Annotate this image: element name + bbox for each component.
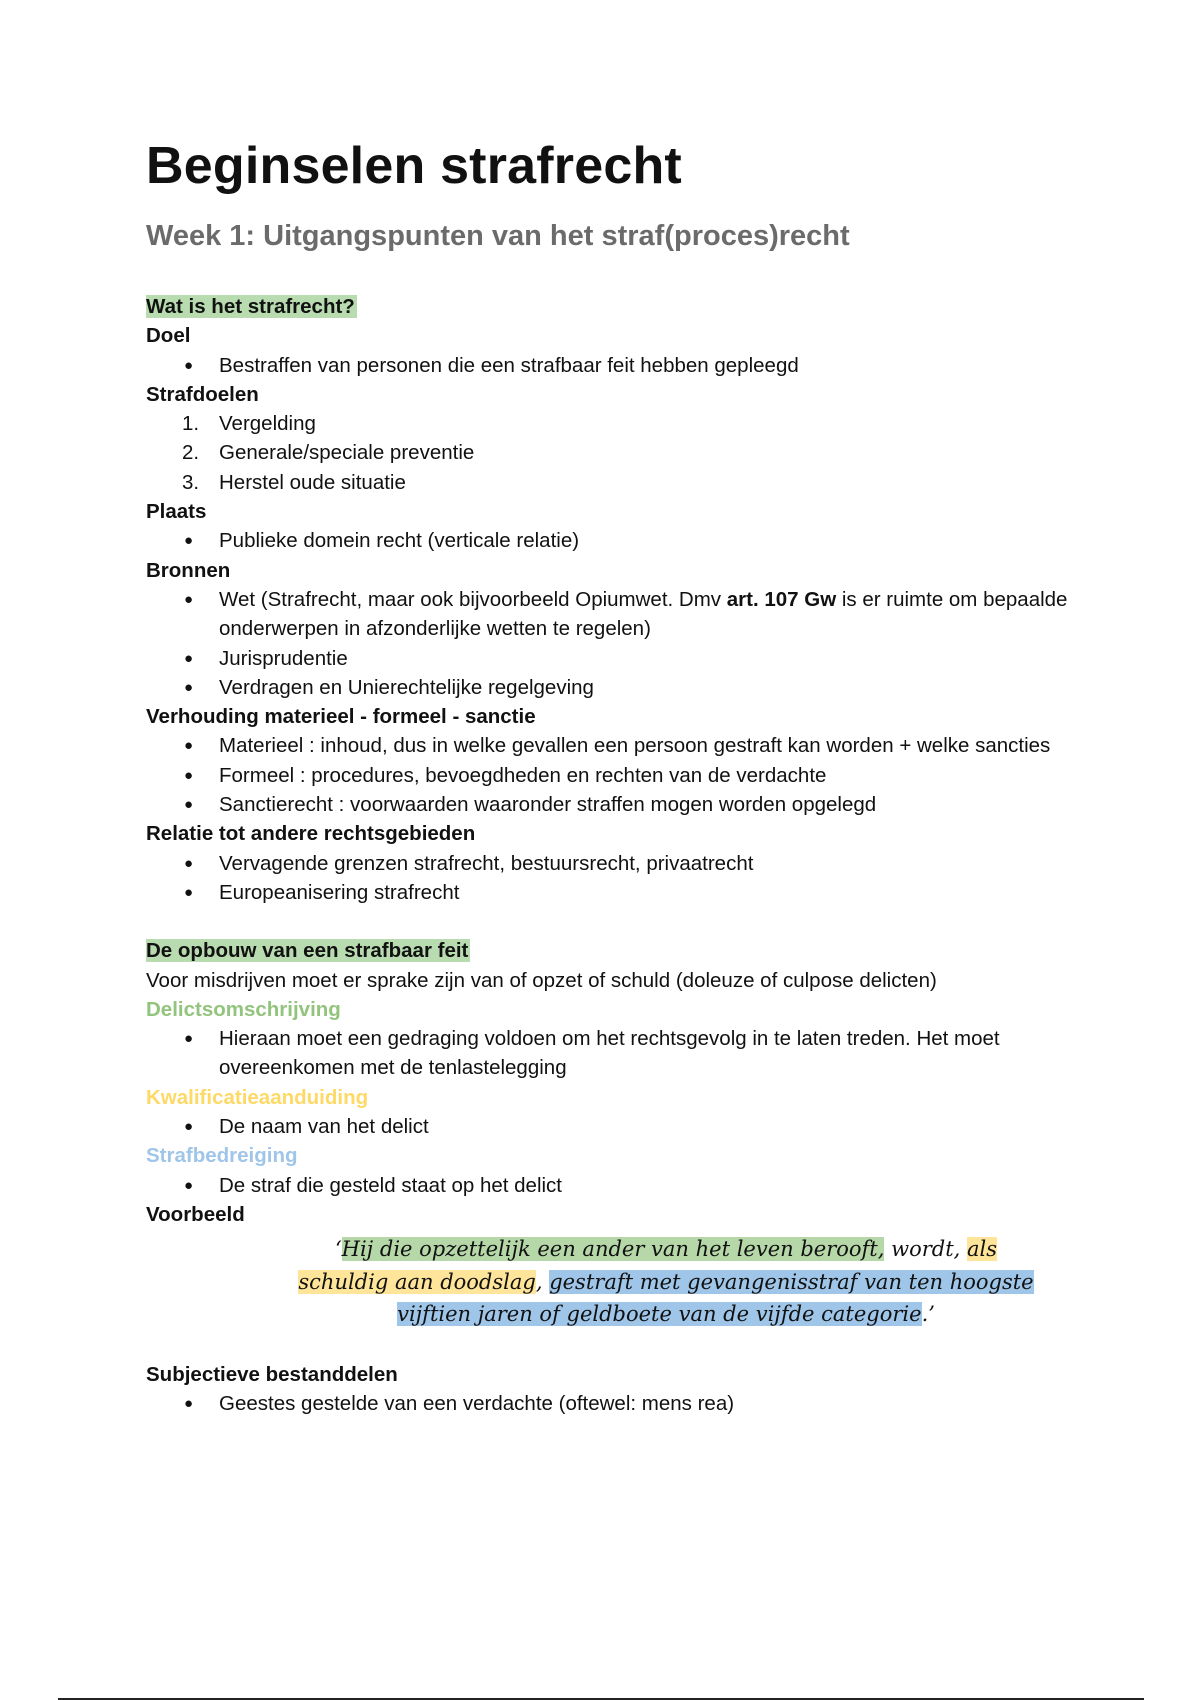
section-intro: Voor misdrijven moet er sprake zijn van of opzet of schuld (doleuze of culpose delicten) [146,968,937,992]
label-verhouding: Verhouding materieel - formeel - sanctie [146,705,536,729]
list-item: ● De straf die gesteld staat op het delict [146,1171,1076,1200]
label-doel: Doel [146,324,191,348]
list-bronnen [146,585,1076,702]
label-strafbedreiging: Strafbedreiging [146,1144,298,1168]
list-item: ● Publieke domein recht (verticale relatie) [146,526,1076,555]
quote-strafbedreiging: gestraft met gevangenisstraf van ten hoogste vijftien jaren of geldboete van de vijfde categorie [397,1269,1034,1327]
list-item: ● Sanctierecht : voorwaarden waaronder straffen mogen worden opgelegd [146,790,1076,819]
list-plaats [146,526,1076,555]
label-bronnen: Bronnen [146,558,231,582]
list-doel [146,351,1076,380]
list-item: 3. Herstel oude situatie [182,470,406,494]
quote-delictsomschrijving: Hij die opzettelijk een ander van het leven berooft, [341,1237,885,1262]
list-kwalificatie [146,1112,1076,1141]
list-item: ● Europeanisering strafrecht [146,878,1076,907]
label-subjectieve-bestanddelen: Subjectieve bestanddelen [146,1362,398,1386]
label-delictsomschrijving: Delictsomschrijving [146,997,341,1021]
list-item: ● Vervagende grenzen strafrecht, bestuursrecht, privaatrecht [146,849,1076,878]
list-item: ● De naam van het delict [146,1112,1076,1141]
list-item: 1. Vergelding [182,412,316,436]
label-strafdoelen: Strafdoelen [146,382,259,406]
list-strafbedreiging [146,1171,1076,1200]
list-delictsomschrijving [146,1024,1076,1083]
label-kwalificatieaanduiding: Kwalificatieaanduiding [146,1085,369,1109]
article-reference: art. 107 Gw [726,587,837,611]
document-body [146,292,1076,1418]
example-quote: ‘Hij die opzettelijk een ander van het leven berooft, wordt, als schuldig aan doodslag, gestraft met gevangenisstraf van ten hoogste vijftien jaren of geldboete van de vijfde categorie.’ [298,1237,1034,1327]
section-heading-wat-is-strafrecht: Wat is het strafrecht? [146,295,355,318]
list-item: ● Bestraffen van personen die een strafbaar feit hebben gepleegd [146,351,1076,380]
list-item: ● Verdragen en Unierechtelijke regelgeving [146,673,1076,702]
list-subjectief [146,1389,1076,1418]
list-relatie [146,849,1076,908]
list-item: ● Jurisprudentie [146,644,1076,673]
quote-kwalificatie: als schuldig aan doodslag [298,1237,998,1294]
list-item: ● Hieraan moet een gedraging voldoen om het rechtsgevolg in te laten treden. Het moet overeenkomen met de tenlastelegging [146,1024,1076,1083]
list-item: 2. Generale/speciale preventie [182,441,475,465]
label-plaats: Plaats [146,500,207,524]
label-voorbeeld: Voorbeeld [146,1202,245,1226]
list-item: ● Formeel : procedures, bevoegdheden en rechten van de verdachte [146,761,1076,790]
spacer [146,907,1076,936]
list-item: ● Materieel : inhoud, dus in welke gevallen een persoon gestraft kan worden + welke sancties [146,731,1076,760]
list-strafdoelen [146,409,1076,497]
page-title: Beginselen strafrecht [146,137,682,195]
section-heading-opbouw-strafbaar-feit: De opbouw van een strafbaar feit [146,939,469,963]
page-subtitle: Week 1: Uitgangspunten van het straf(proces)recht [146,220,850,252]
spacer [146,1331,1076,1360]
list-item: ● Wet (Strafrecht, maar ook bijvoorbeeld Opiumwet. Dmv art. 107 Gw is er ruimte om bepaalde onderwerpen in afzonderlijke wetten te regelen) [146,585,1076,644]
label-relatie: Relatie tot andere rechtsgebieden [146,822,476,846]
list-verhouding [146,731,1076,819]
list-item: ● Geestes gestelde van een verdachte (oftewel: mens rea) [146,1389,1076,1418]
